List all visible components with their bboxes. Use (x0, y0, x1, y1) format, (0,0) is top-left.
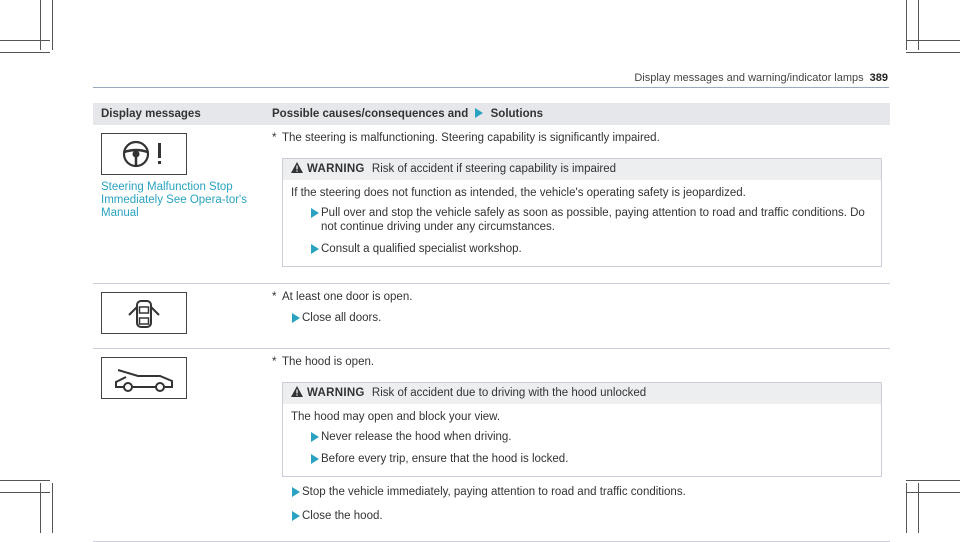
crop-mark (0, 40, 50, 41)
door-open-icon (101, 292, 187, 334)
warning-title: Risk of accident due to driving with the hood unlocked (371, 387, 647, 399)
display-messages-table (93, 103, 890, 542)
list-item (272, 485, 882, 499)
arrow-right-icon (292, 487, 300, 497)
warning-body (283, 180, 881, 266)
warning-box (282, 382, 882, 477)
message-cell (93, 349, 264, 542)
crop-mark (52, 0, 53, 50)
crop-mark (0, 52, 50, 53)
cause-text-content: At least one door is open. (282, 291, 413, 303)
page-number: 389 (869, 72, 888, 84)
step-text: Before every trip, ensure that the hood is locked. (321, 453, 569, 465)
cause-text-content: The steering is malfunctioning. Steering capability is significantly impaired. (282, 132, 660, 144)
column-header-causes (264, 103, 890, 125)
crop-mark (906, 483, 907, 533)
arrow-right-icon (292, 511, 300, 521)
list-item (291, 206, 873, 234)
table-row (93, 125, 890, 284)
crop-mark (906, 40, 960, 41)
warning-label: WARNING (307, 387, 365, 399)
list-item (272, 311, 882, 325)
column-header-causes-label: Possible causes/consequences and (272, 108, 469, 120)
crop-mark (40, 0, 41, 50)
arrow-right-icon (474, 108, 484, 118)
column-header-solutions-label: Solutions (490, 108, 544, 120)
crop-mark (40, 483, 41, 533)
list-item (272, 509, 882, 523)
list-item (291, 242, 873, 256)
header-rule (93, 87, 889, 88)
step-text: Never release the hood when driving. (321, 431, 512, 443)
table-row (93, 284, 890, 349)
warning-label: WARNING (307, 163, 365, 175)
warning-triangle-icon (291, 386, 303, 397)
step-text: Close all doors. (302, 312, 382, 324)
warning-triangle-icon (291, 162, 303, 173)
crop-mark (906, 480, 960, 481)
steering-wheel-warning-icon (101, 133, 187, 175)
display-message-text: Steering Malfunction Stop Immediately See Opera-tor's Manual (101, 181, 248, 219)
step-text: Stop the vehicle immediately, paying attention to road and traffic conditions. (302, 486, 686, 498)
crop-mark (0, 480, 50, 481)
arrow-right-icon (311, 244, 319, 254)
warning-title: Risk of accident if steering capability is impaired (371, 163, 617, 175)
step-text: Consult a qualified specialist workshop. (321, 243, 522, 255)
message-cell (93, 284, 264, 349)
step-text: Pull over and stop the vehicle safely as soon as possible, paying attention to road and traffic conditions. Do not continue driving under any circumstances. (321, 207, 865, 233)
cause-text-content: The hood is open. (282, 356, 375, 368)
warning-body (283, 404, 881, 476)
crop-mark (52, 483, 53, 533)
cause-text: * At least one door is open. (272, 291, 413, 303)
crop-mark (906, 492, 960, 493)
list-item (291, 430, 873, 444)
causes-cell (264, 284, 890, 349)
column-header-display-messages: Display messages (93, 103, 264, 125)
crop-mark (906, 0, 907, 50)
arrow-right-icon (311, 432, 319, 442)
arrow-right-icon (311, 454, 319, 464)
crop-mark (0, 492, 50, 493)
message-cell (93, 125, 264, 284)
hood-open-icon (101, 357, 187, 399)
causes-cell (264, 349, 890, 542)
table-row (93, 349, 890, 542)
cause-text: * The steering is malfunctioning. Steering capability is significantly impaired. (272, 132, 660, 144)
crop-mark (918, 483, 919, 533)
warning-header (283, 383, 881, 404)
arrow-right-icon (292, 313, 300, 323)
arrow-right-icon (311, 208, 319, 218)
causes-cell (264, 125, 890, 284)
crop-mark (918, 0, 919, 50)
running-head-title: Display messages and warning/indicator lamps (634, 72, 864, 84)
running-head (634, 72, 888, 84)
crop-mark (906, 52, 960, 53)
warning-text: If the steering does not function as intended, the vehicle's operating safety is jeopardized. (291, 187, 746, 199)
cause-text: * The hood is open. (272, 356, 375, 368)
list-item (291, 452, 873, 466)
warning-text: The hood may open and block your view. (291, 411, 501, 423)
step-text: Close the hood. (302, 510, 383, 522)
warning-box (282, 158, 882, 267)
warning-header (283, 159, 881, 180)
